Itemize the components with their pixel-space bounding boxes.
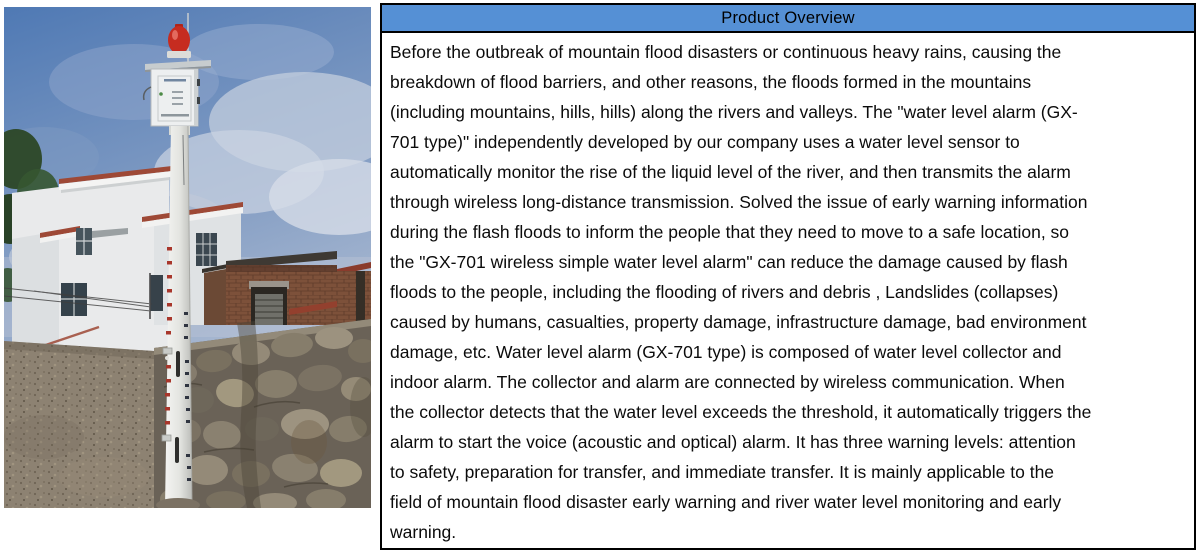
panel-body [382, 33, 1194, 547]
body-text-line: indoor alarm. The collector and alarm are connected by wireless communication. When [390, 372, 1065, 392]
panel-title: Product Overview [721, 8, 855, 27]
body-text-line: field of mountain flood disaster early warning and river water level monitoring and early [390, 492, 1062, 512]
body-text-line: warning. [390, 522, 457, 542]
panel-header [382, 5, 1194, 33]
body-text-line: through wireless long-distance transmission. Solved the issue of early warning information [390, 192, 1088, 212]
body-text-line: to safety, preparation for transfer, and immediate transfer. It is mainly applicable to the [390, 462, 1055, 482]
product-overview-panel [380, 3, 1196, 550]
body-text-line: alarm to start the voice (acoustic and optical) alarm. It has three warning levels: attention [390, 432, 1076, 452]
body-text-line: during the flash floods to inform the people that they need to move to a safe location, so [390, 222, 1070, 242]
body-text-line: Before the outbreak of mountain flood disasters or continuous heavy rains, causing the [390, 42, 1062, 62]
product-photo [4, 7, 371, 508]
body-text-line: floods to the people, including the flooding of rivers and debris , Landslides (collapses) [390, 282, 1059, 302]
product-photo-canvas [4, 7, 371, 508]
body-text-line: the "GX-701 wireless simple water level alarm" can reduce the damage caused by flash [390, 252, 1068, 272]
body-text-line: breakdown of flood barriers, and other reasons, the floods formed in the mountains [390, 72, 1032, 92]
body-text-line: damage, etc. Water level alarm (GX-701 type) is composed of water level collector and [390, 342, 1062, 362]
body-text-line: 701 type)" independently developed by our company uses a water level sensor to [390, 132, 1020, 152]
body-text-line: automatically monitor the rise of the liquid level of the river, and then transmits the alarm [390, 162, 1071, 182]
body-text-line: caused by humans, casualties, property damage, infrastructure damage, bad environment [390, 312, 1087, 332]
alarm-box [144, 69, 200, 126]
body-text-line: (including mountains, hills, hills) along the rivers and valleys. The "water level alarm (GX- [390, 102, 1078, 122]
body-text-line: the collector detects that the water level exceeds the threshold, it automatically triggers the [390, 402, 1092, 422]
dirt-slope [4, 341, 154, 508]
